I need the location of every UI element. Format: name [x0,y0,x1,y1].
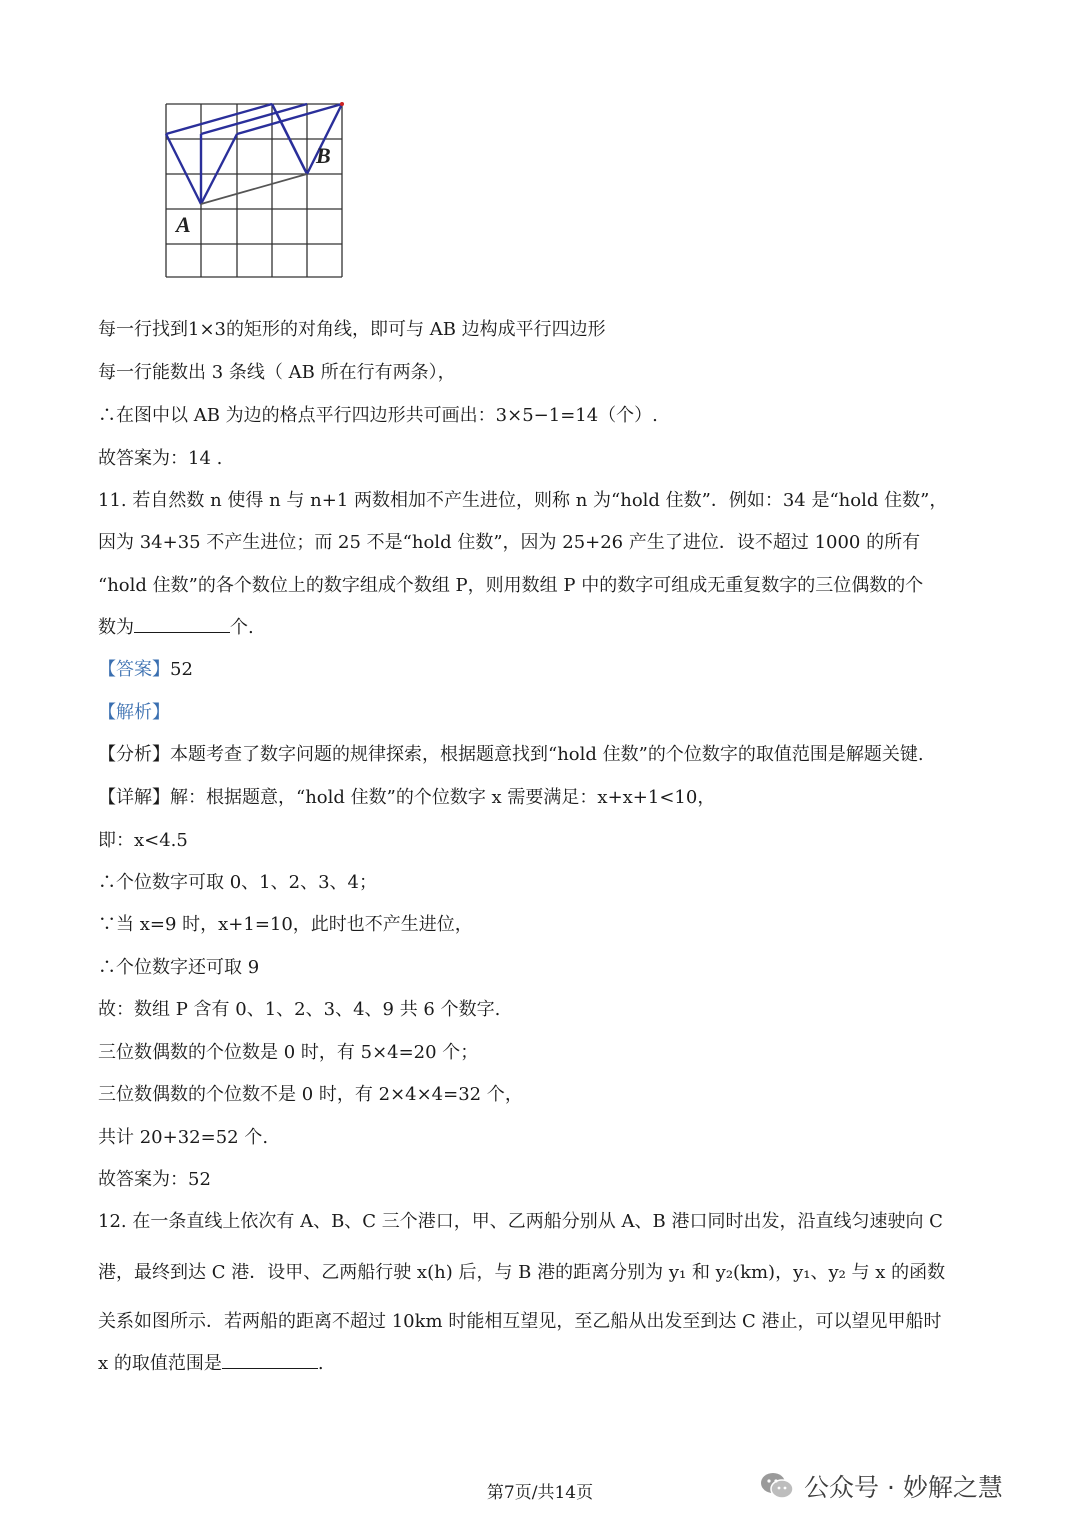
q12-prefix: x 的取值范围是 [98,1353,222,1374]
q12-suffix: . [317,1353,324,1374]
solution-line: 【分析】本题考查了数字问题的规律探索，根据题意找到“hold 住数”的个位数字的取值范围是解题关键. [98,744,924,765]
solution-line: 三位数偶数的个位数是 0 时，有 5×4=20 个； [98,1042,479,1063]
wechat-icon [760,1471,794,1501]
text-line: 每一行能数出 3 条线（ AB 所在行有两条）， [98,362,456,383]
text-line: 故答案为：14 . [98,448,223,469]
label-b: B [316,143,331,168]
question-12-line: 12. 在一条直线上依次有 A、B、C 三个港口，甲、乙两船分别从 A、B 港口同时出发，沿直线匀速驶向 C [98,1211,943,1232]
question-11-line: 因为 34+35 不产生进位；而 25 不是“hold 住数”，因为 25+26 产生了进位．设不超过 1000 的所有 [98,532,921,553]
solution-line: 故：数组 P 含有 0、1、2、3、4、9 共 6 个数字. [98,999,501,1020]
text-line: 每一行找到1×3的矩形的对角线，即可与 AB 边构成平行四边形 [98,319,606,340]
solution-line: 共计 20+32=52 个. [98,1127,269,1148]
question-12-line: 港，最终到达 C 港．设甲、乙两船行驶 x(h) 后，与 B 港的距离分别为 y₁ 和 y₂(km)，y₁、y₂ 与 x 的函数 [98,1262,946,1283]
solution-line: 【详解】解：根据题意，“hold 住数”的个位数字 x 需要满足：x+x+1<10， [98,787,716,808]
watermark [760,1468,1003,1504]
analysis-line [98,701,170,725]
solution-line: 即：x<4.5 [98,830,188,851]
grid-point [340,102,344,106]
answer-value: 52 [170,659,193,680]
text-line: ∴在图中以 AB 为边的格点平行四边形共可画出：3×5−1=14（个）. [98,405,658,426]
watermark-text: 公众号 · 妙解之慧 [804,1473,1003,1502]
grid-figure [160,98,350,287]
question-11-line: 11. 若自然数 n 使得 n 与 n+1 两数相加不产生进位，则称 n 为“hold 住数”．例如：34 是“hold 住数”， [98,490,948,511]
q11-prefix: 数为 [98,617,134,638]
question-12-last-line [98,1352,324,1376]
q11-suffix: 个. [230,617,254,638]
solution-line: 故答案为：52 [98,1169,211,1190]
answer-blank [134,616,230,633]
parallelogram-grid-diagram [160,98,350,283]
question-11-line: “hold 住数”的各个数位上的数字组成个数组 P，则用数组 P 中的数字可组成无重复数字的三位偶数的个 [98,575,924,596]
solution-line: 三位数偶数的个位数不是 0 时，有 2×4×4=32 个， [98,1084,523,1105]
question-11-last-line [98,616,254,640]
solution-line: ∴个位数字可取 0、1、2、3、4； [98,872,377,893]
solution-line: ∴个位数字还可取 9 [98,957,260,978]
label-a: A [176,212,191,237]
solution-line: ∵当 x=9 时，x+1=10，此时也不产生进位， [98,914,473,935]
answer-line [98,658,193,682]
page-footer: 第7页/共14页 [486,1483,594,1503]
answer-tag: 【答案】 [98,659,170,680]
segment-ab [201,174,307,204]
analysis-tag: 【解析】 [98,702,170,723]
answer-blank [222,1352,318,1369]
question-12-line: 关系如图所示．若两船的距离不超过 10km 时能相互望见，至乙船从出发至到达 C 港止，可以望见甲船时 [98,1311,942,1332]
